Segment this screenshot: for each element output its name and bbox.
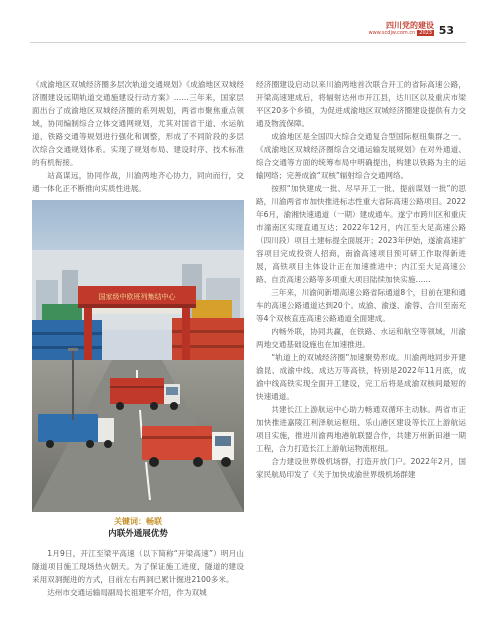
right-paragraph-3: 按照“加快建成一批、尽早开工一批、提前谋划一批”的思路，川渝两省市加快推进标志性重大省际高速公路项目。2022年6月，渝湘快速通道（一期）建成通车。遂宁市跨川区和重庆市潼南区实现直通互达；2022年12月，内江至大足高速公路（四川段）项目土建标提全面展开；2023年伊始，遂渝高速扩容项目完成投资人招商，南渝高速项目预可研工作取得新进展，高铁项目主体设计正在加速推进中；内江至大足高速公路、自贡高速公路等多项重大项目陆续加快实施…… xyxy=(256,184,466,284)
logistics-port-photo xyxy=(32,200,244,512)
right-paragraph-1: 经济圈建设启动以来川渝两地首次联合开工的省际高速公路，开梁高速建成后，将辐射达州市开江县，达川区以及重庆市梁平区20多个乡镇，为促进成渝地区双城经济圈建设提供有力交通及物流保障。 xyxy=(256,80,466,128)
website-text: www.scdjw.com.cn xyxy=(368,30,416,36)
page-number: 53 xyxy=(438,24,454,37)
right-paragraph-8: 合力建设世界级机场群，打造开放门户。2022年2月，国家民航局印发了《关于加快成渝世界级机场群建 xyxy=(256,457,466,479)
magazine-website xyxy=(369,30,434,36)
left-column-top xyxy=(32,78,244,195)
magazine-name: 四川党的建设 xyxy=(386,21,434,30)
year-tag: 2023 xyxy=(419,30,432,36)
page-header xyxy=(0,0,496,50)
right-paragraph-2: 成渝地区是全国四大综合交通复合型国际枢纽集群之一。《成渝地区双城经济圈综合交通运输发展规划》在对外通道、综合交通等方面的统筹布局中明确提出，构建以铁路为主的运输网络；完善成渝“双核”辐射综合交通网络。 xyxy=(256,132,466,180)
right-paragraph-5: 内畅外联，协同共赢，在铁路、水运和航空等领域，川渝两地交通基础设施也在加速推进。 xyxy=(256,327,466,349)
left-bottom-paragraph-1: 1月9日，开江至梁平高速（以下简称“开梁高速”）明月山隧道项目施工现场热火朝天。为了保证施工进度，隧道的建设采用双洞掘进的方式，目前左右两洞已累计掘进2100多米。 xyxy=(32,549,244,584)
right-paragraph-6: “轨道上的双城经济圈”加速聚势形成。川渝两地同步开建渝昆、成渝中线、成达万等高铁，特别是2022年11月底，成渝中线高铁实现全面开工建设，完工后将是成渝双核间最短的快速通道。 xyxy=(256,353,466,401)
left-column-bottom xyxy=(32,547,244,599)
right-column xyxy=(256,78,466,481)
header-divider xyxy=(30,42,466,43)
right-paragraph-7: 共建长江上游航运中心助力畅通双循环主动脉。两省市正加快推进嘉陵江利泽航运枢纽、乐山港区建设等长江上游航运项目实施，推进川渝两地港航联盟合作，共建万州新田港一期工程，合力打造长江上游航运物流枢纽。 xyxy=(256,405,466,453)
left-bottom-paragraph-2: 达州市交通运输局副局长祖建军介绍，作为双城 xyxy=(47,588,207,597)
gate-sign-text: 国家级中欧班列集结中心 xyxy=(98,293,176,301)
keyword-subtitle: 内联外通展优势 xyxy=(108,529,168,539)
right-paragraph-4: 三年来，川渝间新增高速公路省际通道8个，目前在建和通车的高速公路通道达到20个。成渝、渝遂、渝蓉、合川至南充等4个双核直连高速公路通道全面建成。 xyxy=(256,288,466,323)
left-paragraph-1: 《成渝地区双城经济圈多层次轨道交通规划》《成渝地区双城经济圈建设远期轨道交通施建设行动方案》……三年来，国家层面出台了成渝地区双城经济圈的系列规划，两省市聚焦重点领域，协同编制综合立体交通网规划，尤其对国省干道、水运航道、铁路交通等规划进行强化和调整，形成了不同阶段的多层次综合交通规划体系。实现了规划布局、建设时序、技术标准的有机衔接。 xyxy=(32,80,244,167)
left-paragraph-2: 站高谋远，协同作战，川渝两地齐心协力，同向而行，交通一体化正不断推向实质性进展。 xyxy=(32,171,244,193)
keyword-block xyxy=(32,516,244,541)
keyword-title: 关键词：畅联 xyxy=(114,517,162,526)
